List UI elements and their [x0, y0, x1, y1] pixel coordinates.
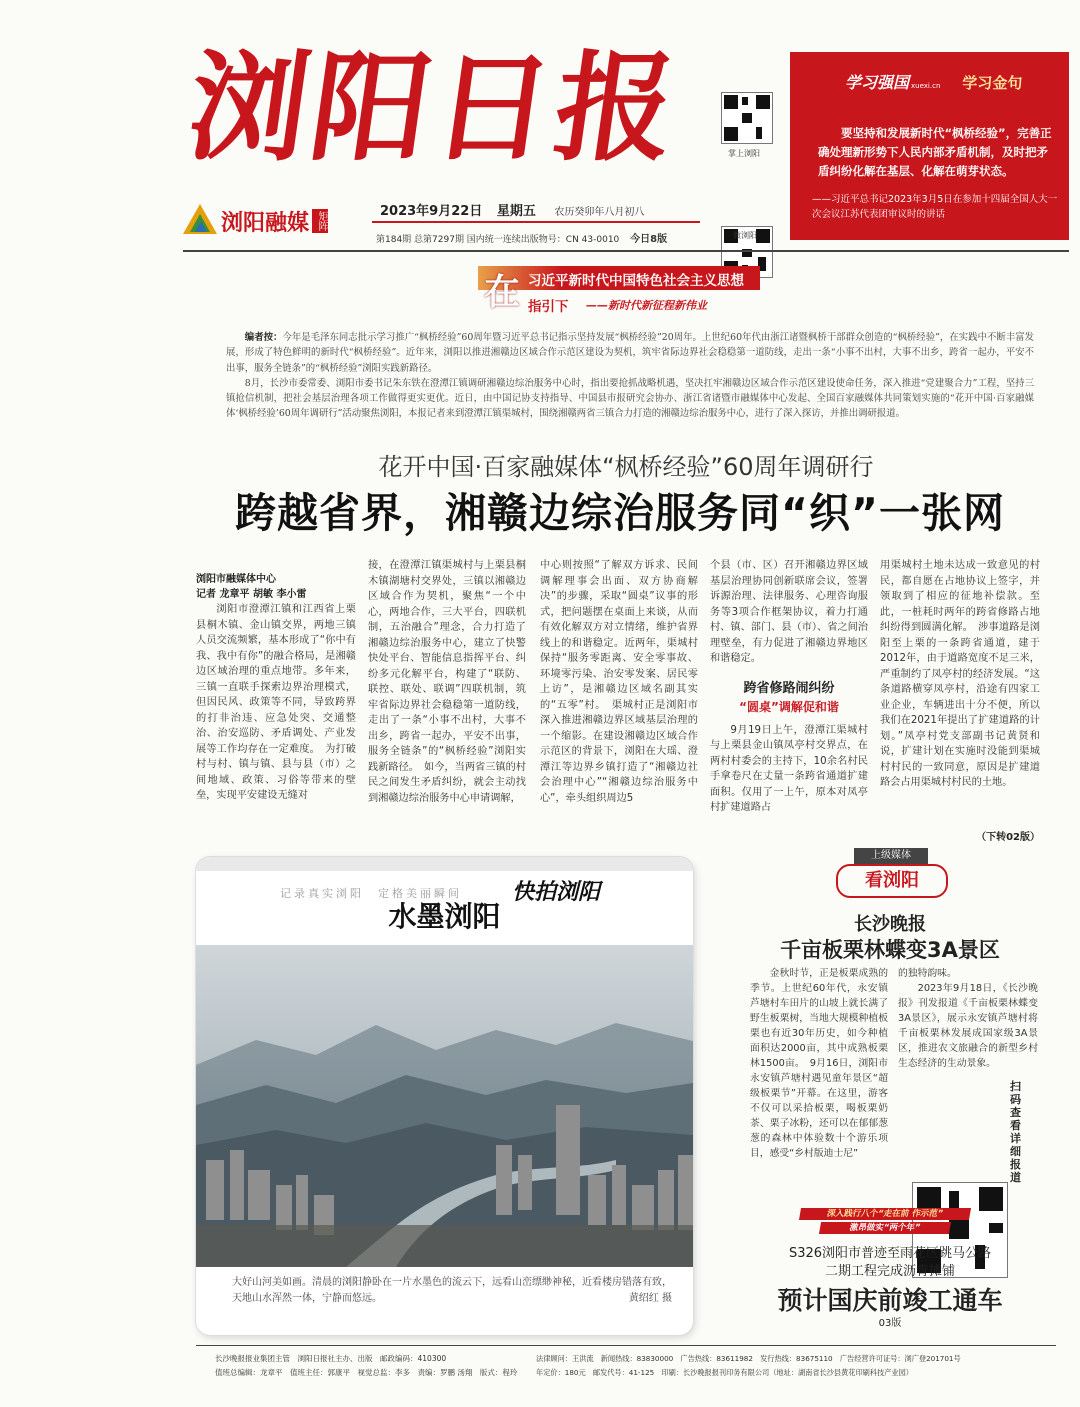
- editor-note-label: 编者按：: [244, 332, 283, 343]
- study-source: ——习近平总书记2023年3月5日在参加十四届全国人大一次会议江苏代表团审议时的讲话: [812, 194, 1058, 220]
- bottom-headline: 预计国庆前竣工通车: [777, 1286, 1003, 1315]
- brand-tag: 矩阵: [312, 209, 328, 233]
- side-source: 长沙晚报: [854, 914, 926, 935]
- photo-feature: [196, 857, 693, 1335]
- byline-org: 浏阳市融媒体中心: [196, 574, 276, 585]
- lunar-date: 农历癸卯年八月初八: [554, 207, 645, 218]
- photographer: 黄绍红 摄: [628, 1293, 672, 1304]
- editor-note: [226, 330, 1034, 422]
- continued-note: （下转02版）: [976, 832, 1040, 843]
- study-box: [790, 52, 1069, 240]
- side-tag-main: 看浏阳: [836, 864, 948, 898]
- banner: [478, 262, 760, 318]
- side-tag-top: 上级媒体: [854, 848, 928, 864]
- subhead-2: “圆桌”调解促和谐: [739, 699, 839, 714]
- footer-left: 长沙晚报报业集团主管 浏阳日报社主办、出版 邮政编码：410300 值班总编辑：龙章平 值班主任：郭康平 视觉总监：李多 责编：罗鹏 汤翔 版式：程玲: [215, 1354, 518, 1377]
- page-count: 今日8版: [630, 234, 668, 245]
- qr-code-zhangshang[interactable]: [721, 92, 773, 144]
- masthead-title: 浏阳日报: [180, 38, 688, 177]
- side-tag: [836, 848, 948, 898]
- bottom-sub-1: S326浏阳市普迹至雨花区跳马公路: [788, 1246, 992, 1261]
- banner-line3: ——新时代新征程新伟业: [586, 299, 707, 312]
- banner-line1: 习近平新时代中国特色社会主义思想: [528, 273, 744, 289]
- photo-brand: 快拍浏阳: [512, 879, 601, 905]
- issue-date: 2023年9月22日: [380, 204, 483, 219]
- date-line: [380, 200, 700, 220]
- editor-note-para2: 8月，长沙市委常委、浏阳市委书记朱东铁在澄潭江镇调研湘赣边综治服务中心时，指出要抢抓战略机遇，坚决扛牢湘赣边区域合作示范区建设使命任务，深入推进“党建聚合力”工程，坚持三镇抢信机制，把社会基层治理各项工作做得更实更优。近日，由中国记协支持指导、中国县市报研究会协办、浙江省诸暨市融媒体中心发起、全国百家融媒体共同策划实施的“花开中国·百家融媒体‘枫桥经验’60周年调研行”活动聚焦浏阳，本报记者来到澄潭江镇渠城村，围绕湘赣两省三镇合力打造的湘赣边综治服务中心，进行了深入探访，并推出调研报道。: [226, 377, 1034, 420]
- lead-headline: 跨越省界，湘赣边综治服务同“织”一张网: [235, 489, 1005, 537]
- footer-right: 法律顾问：王洪流 新闻热线：83830000 广告热线：83611982 发行热线：83675110 广告经营许可证号：浏广登201701号 年定价：180元 邮发代号：41-125 印刷：长沙晚报报刊印务有限公司（地址：湖南省长沙县黄花印刷科技产业园）: [536, 1354, 961, 1377]
- editor-note-para1: 今年是毛泽东同志批示学习推广“枫桥经验”60周年暨习近平总书记指示坚持发展“枫桥经验”20周年。上世纪60年代由浙江诸暨枫桥干部群众创造的“枫桥经验”，在实践中不断丰富发展，形成了特色鲜明的新时代“枫桥经验”。近年来，浏阳以推进湘赣边区域合作示范区建设为契机，筑牢省际边界社会稳稳第一道防线，走出一条“小事不出村，大事不出乡，跨省一起办，平安不出事，服务全链条”的“枫桥经验”浏阳实践新路径。: [226, 332, 1034, 374]
- study-quote: 要坚持和发展新时代“枫桥经验”，完善正确处理新形势下人民内部矛盾机制，及时把矛盾纠纷化解在基层、化解在萌芽状态。: [818, 126, 1052, 178]
- bottom-tag-2: 激昂做实“两个年”: [819, 1222, 951, 1234]
- photo-tagline: 记录真实浏阳 定格美丽瞬间: [280, 887, 462, 900]
- byline-reporters: 记者 龙章平 胡敏 李小雷: [196, 589, 307, 600]
- bottom-page-ref: 03版: [878, 1318, 902, 1329]
- side-col-b: 的独特韵味。 2023年9月18日，《长沙晚报》刊发报道《千亩板栗林蝶变3A景区》，展示永安镇芦塘村将千亩板栗林发展成国家级3A景区，推进农文旅融合的新型乡村生态经济的生动景象。: [898, 968, 1038, 1069]
- qr-label-weiliuyang: 微浏阳: [733, 231, 757, 240]
- banner-line2: 指引下: [528, 299, 569, 315]
- subhead-1: 跨省修路闹纠纷: [743, 680, 835, 696]
- study-logo-sub: xuexi.cn: [911, 82, 941, 90]
- brand-logo-icon: [183, 204, 217, 238]
- photo-caption: 大好山河美如画。清晨的浏阳静卧在一片水墨色的流云下，远看山峦缥缈神秘，近看楼房错落有致，天地山水浑然一体，宁静而悠远。 黄绍红 摄: [232, 1275, 672, 1307]
- side-headline: 千亩板栗林蝶变3A景区: [780, 938, 1000, 962]
- photo-title: 水墨浏阳: [388, 900, 501, 933]
- lead-col-1-text: 浏阳市澄潭江镇和江西省上栗县桐木镇、金山镇交界，两地三镇人员交流频繁，基本形成了“你中有我、我中有你”的融合格局，是湘赣边区域治理的重点地带。多年来，三镇一直联手探索边界治理模式，但因民风、政策等不同，导致跨界的打非治违、应急处突、交通整治、治安巡防、矛盾调处、产业发展等工作均存在一定难度。 为打破村与村、镇与镇、县与县（市）之间地域、政策、习俗等带来的壁垒，实现平安建设无缝对: [196, 604, 356, 801]
- landscape-photo[interactable]: [196, 945, 693, 1267]
- bottom-tags: [800, 1208, 970, 1238]
- study-logo: 学习强国: [845, 73, 910, 92]
- qr-label-zhangshang: 掌上浏阳: [728, 149, 760, 158]
- side-qr-note: 扫码查看详细报道: [1010, 1080, 1021, 1184]
- bottom-sub-2: 二期工程完成沥青摊铺: [824, 1264, 955, 1279]
- lead-col-4: 个县（市、区）召开湘赣边界区域基层治理协同创新联席会议，签署诉源治理、法律服务、心理咨询服务等3项合作框架协议，着力打通村、镇、部门、县（市）、省之间治理壁垒，有力促进了湘赣边界地区和谐稳定。 跨省修路闹纠纷 “圆桌”调解促和谐 9月19日上午，澄潭江渠城村与上栗县金山镇凤亭村交界点，在两村村委会的主持下，10余名村民手拿卷尺在丈量一条跨省通道扩建面积。仅用了一上午，原本对凤亭村扩建道路占: [710, 560, 868, 813]
- bottom-tag-1: 深入践行八个“走在前 作示范”: [799, 1208, 971, 1220]
- lead-col-1: [196, 558, 356, 843]
- study-heading: 学习金句: [962, 74, 1023, 92]
- lead-col-2: 接，在澄潭江镇渠城村与上栗县桐木镇湖塘村交界处，三镇以湘赣边区域合作为契机，聚焦“一个中心，两地合作，三大平台，四联机制，五治融合”理念，合力打造了湘赣边综治服务中心，建立了快警快处平台、智能信息指挥平台、纠纷多元化解平台，构建了“联防、联控、联处、联调”四联机制，筑牢省际边界社会稳稳第一道防线，走出了一条“小事不出村，大事不出乡，跨省一起办，平安不出事，服务全链条”的“枫桥经验”浏阳实践新路径。 如今，当两省三镇的村民之间发生矛盾纠纷，就会主动找到湘赣边综治服务中心申请调解，: [368, 560, 526, 804]
- brand-name: 浏阳融媒: [221, 209, 310, 236]
- lead-col-3: 中心则按照“了解双方诉求、民间调解理事会出面、双方协商解决”的步骤，采取“圆桌”议事的形式，把问题摆在桌面上来谈，从而有效化解双方对立情绪，维护省界线上的和谐稳定。近两年，渠城村保持“服务零距离、安全零事故、环境零污染、治安零发案、居民零上访”，是湘赣边区域名副其实的“五零”村。 渠城村正是浏阳市深入推进湘赣边界区域基层治理的一个缩影。在建设湘赣边区域合作示范区的背景下，浏阳在大瑶、澄潭江等边界乡镇打造了“湘赣边社会治理中心”“湘赣边综治服务中心”，牵头组织周边5: [540, 560, 698, 804]
- lead-kicker: 花开中国·百家融媒体“枫桥经验”60周年调研行: [378, 453, 874, 481]
- brand-logo: [183, 202, 363, 240]
- issue-info: 第184期 总第7297期 国内统一连续出版物号：CN 43-0010 今日8版: [376, 234, 668, 245]
- lead-col-5: 用渠城村土地未达成一致意见的村民，都自愿在占地协议上签字，并领取到了相应的征地补偿款。至此，一桩耗时两年的跨省修路占地纠纷得到圆满化解。 涉事道路是浏阳至上栗的一条跨省通道，建于2012年，由于道路宽度不足三米，严重制约了凤亭村的经济发展。“这条道路横穿凤亭村，沿途有四家工业企业，车辆进出十分不便，所以我们在2021年提出了扩建道路的计划。”凤亭村党支部副书记黄贤和说，扩建计划在实施时没能到渠城村村民的一致同意，原因是扩建道路会占用渠城村村民的土地。 （下转02版）: [880, 560, 1040, 843]
- side-col-a: 金秋时节，正是板栗成熟的季节。上世纪60年代，永安镇芦塘村车田片的山坡上就长满了野生板栗树，当地大规模种植板栗也有近30年历史，如今种植面积达2000亩，其中成熟板栗林1500亩。 9月16日，浏阳市永安镇芦塘村遇见童年景区“超级板栗节”开幕。在这里，游客不仅可以采拾板栗，喝板栗奶茶、栗子冰粉，还可以在郁郁葱葱的森林中体验数十个游乐项目，感受“乡村版迪士尼”: [750, 968, 888, 1159]
- issue-weekday: 星期五: [496, 204, 536, 219]
- banner-big-char: 在: [484, 271, 521, 313]
